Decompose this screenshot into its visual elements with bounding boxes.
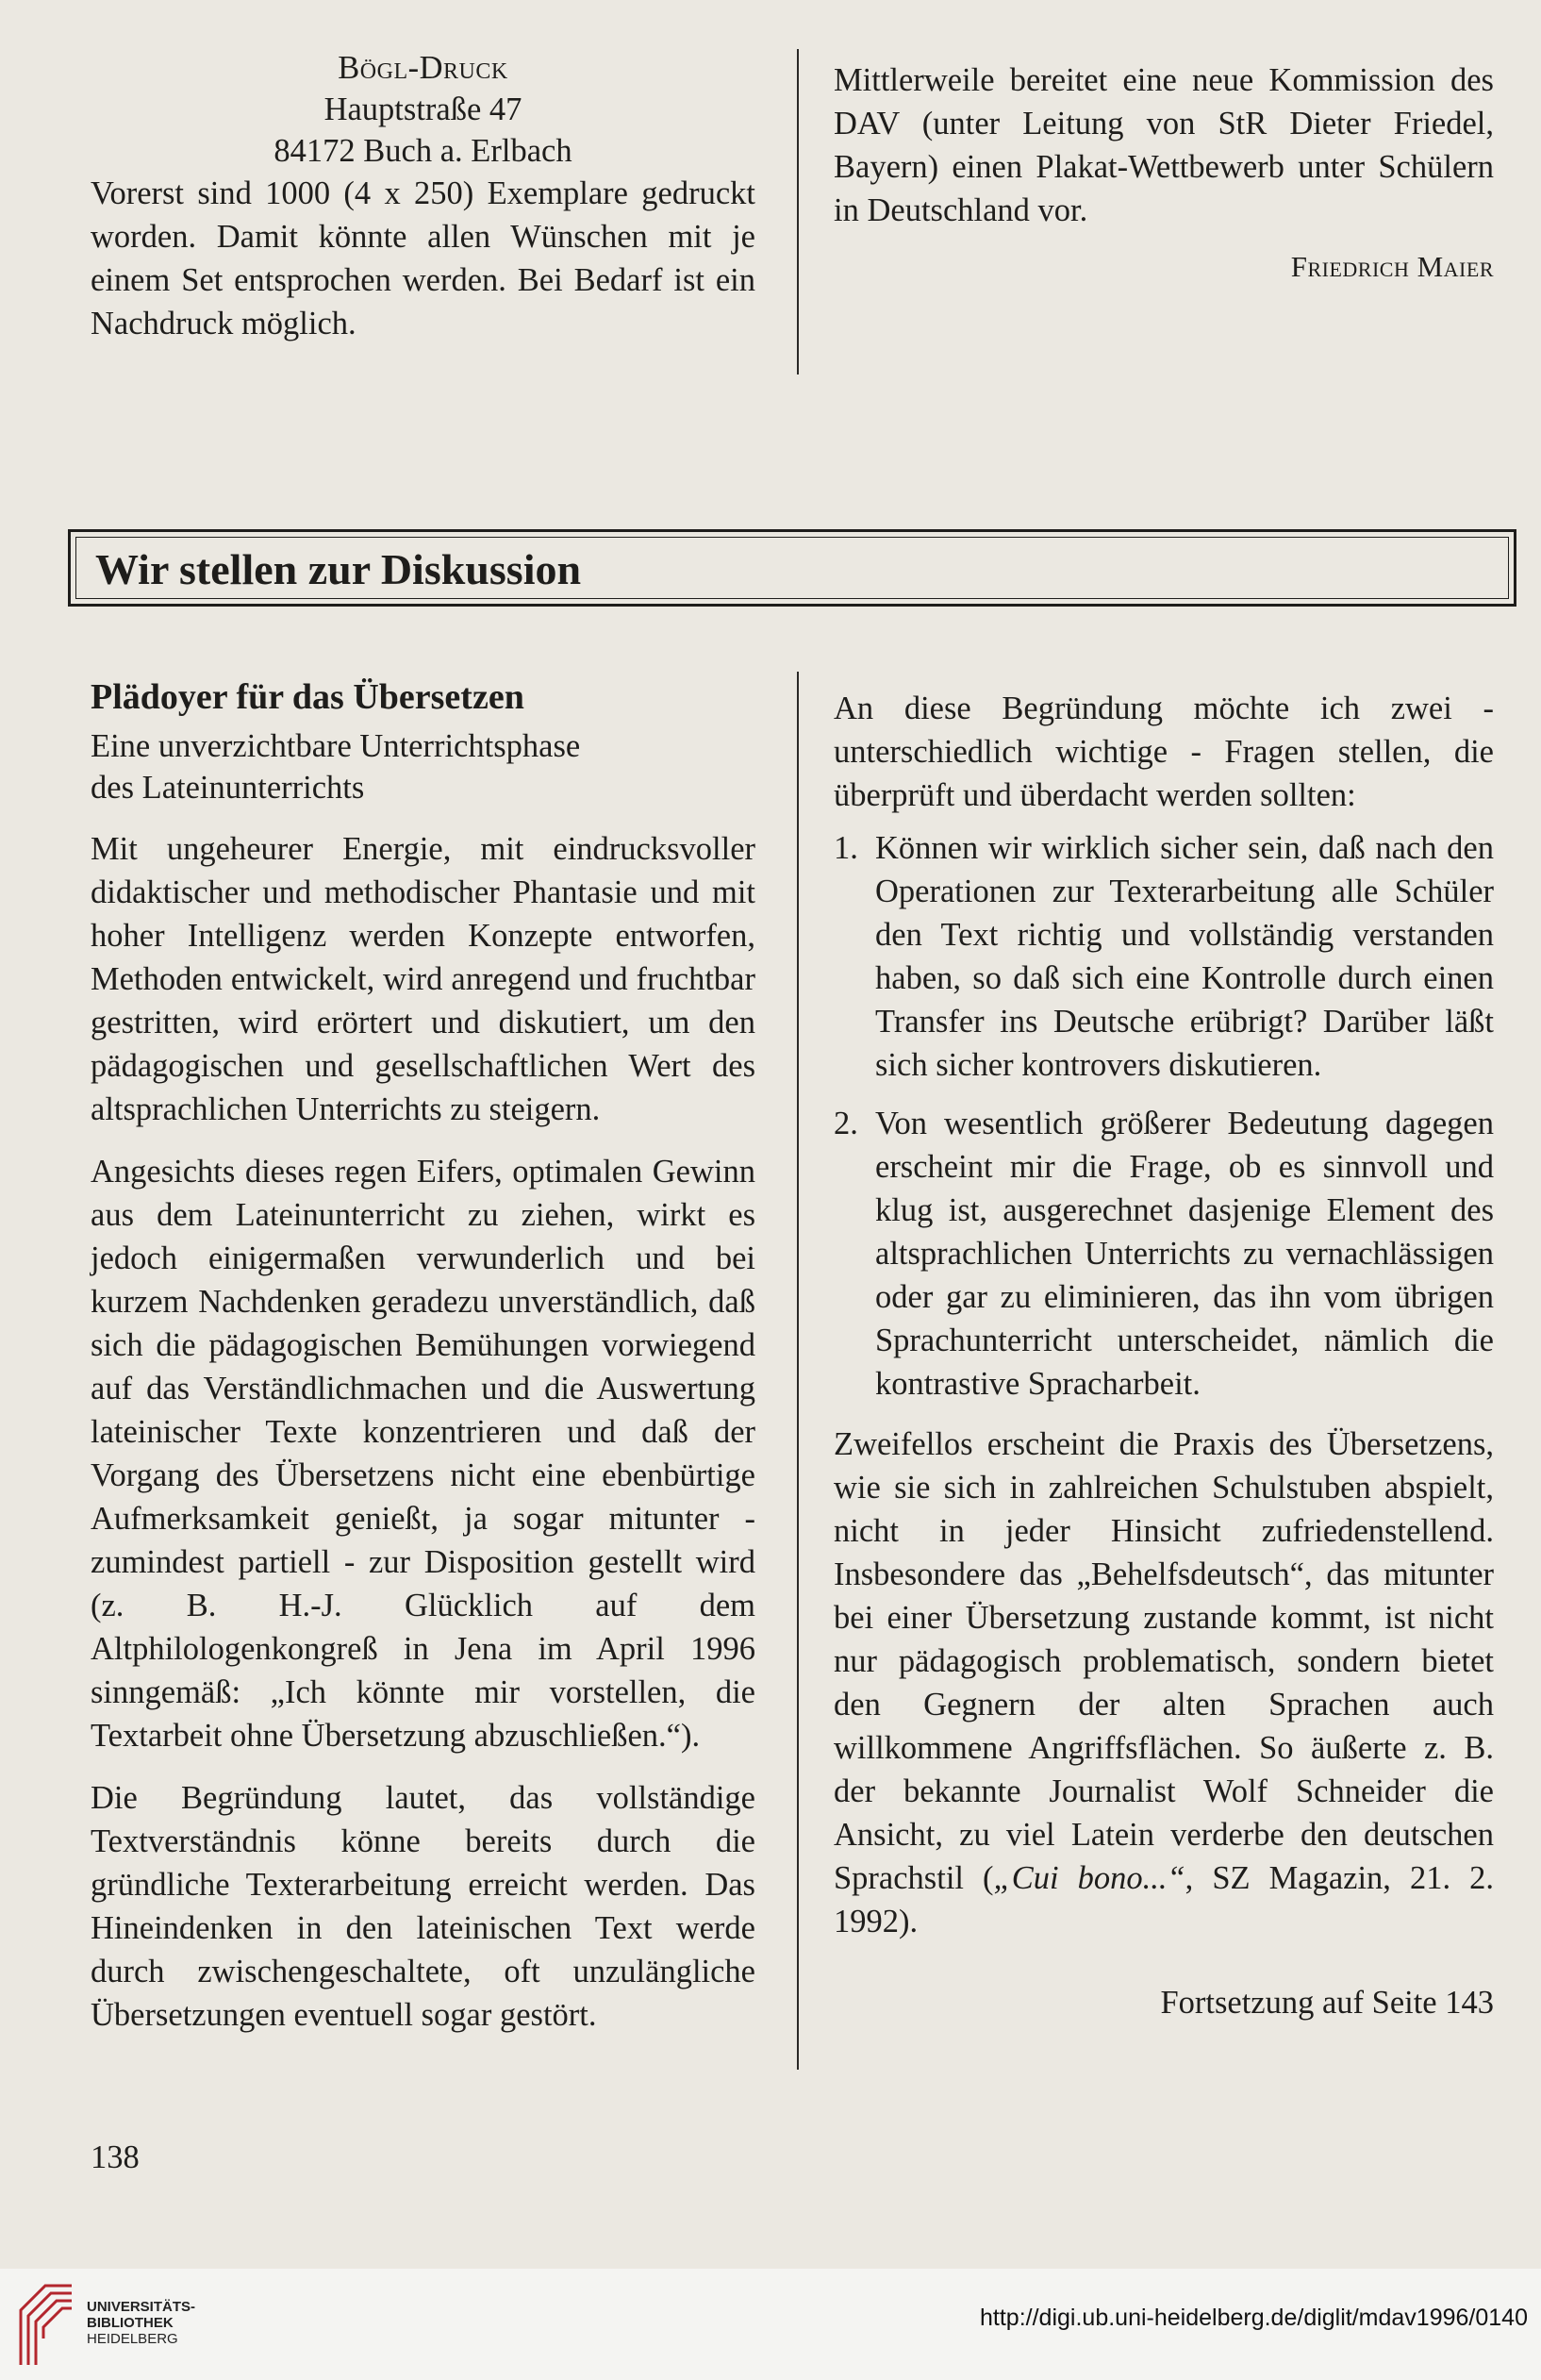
column-divider-top [797, 49, 799, 374]
library-name-line1: UNIVERSITÄTS- [87, 2299, 196, 2315]
citation-title: „Cui bono...“ [993, 1860, 1185, 1896]
list-item-text: Von wesentlich größerer Bedeutung dagegen erscheint mir die Frage, ob es sinnvoll und klug ist, ausgerechnet dasjenige Element des altsprachlichen Unterrichts zu vernachlässigen oder gar zu eliminieren, das ihn vom übrigen Sprachunterricht unterscheidet, nämlich die kontrastive Spracharbeit. [875, 1106, 1494, 1402]
article-subtitle-line1: Eine unverzichtbare Unterrichtsphase [91, 728, 581, 764]
article-subtitle-line2: des Lateinunterrichts [91, 770, 365, 806]
commission-paragraph: Mittlerweile bereitet eine neue Kommission des DAV (unter Leitung von StR Dieter Friedel, Bayern) einen Plakat-Wettbewerb unter Schülern in Deutschland vor. [834, 62, 1494, 228]
permalink-url[interactable]: http://digi.ub.uni-heidelberg.de/diglit/mdav1996/0140 [980, 2305, 1528, 2331]
list-item-number: 1. [834, 830, 858, 866]
page-number: 138 [91, 2139, 140, 2175]
print-run-paragraph: Vorerst sind 1000 (4 x 250) Exemplare gedruckt worden. Damit könnte allen Wünschen mit je einem Set entsprochen werden. Bei Bedarf ist ein Nachdruck möglich. [91, 175, 755, 341]
library-name [87, 2299, 195, 2347]
article-title: Plädoyer für das Übersetzen [91, 677, 524, 717]
library-footer [0, 2269, 1541, 2380]
author-signature: Friedrich Maier [1290, 250, 1494, 283]
questions-list [834, 826, 1494, 1406]
questions-intro: An diese Begründung möchte ich zwei - unterschiedlich wichtige - Fragen stellen, die überprüft und überdacht werden sollten: [834, 691, 1494, 813]
article-paragraph: Die Begründung lautet, das vollständige Textverständnis könne bereits durch die gründliche Texterarbeitung erreicht werden. Das Hineindenken in den lateinischen Text werde durch zwischengeschaltete, oft unzulängliche Übersetzungen eventuell sogar gestört. [91, 1780, 755, 2033]
list-item-text: Können wir wirklich sicher sein, daß nach den Operationen zur Texterarbeitung alle Schüler den Text richtig und vollständig verstanden haben, so daß sich eine Kontrolle durch einen Transfer ins Deutsche erübrigt? Darüber läßt sich sicher kontrovers diskutieren. [875, 830, 1494, 1083]
printer-street: Hauptstraße 47 [323, 92, 522, 127]
column-divider-article [797, 672, 799, 2070]
article-paragraph: Angesichts dieses regen Eifers, optimalen Gewinn aus dem Lateinunterricht zu ziehen, wirkt es jedoch einigermaßen verwunderlich und bei kurzem Nachdenken geradezu unverständlich, daß sich die pädagogischen Bemühungen vorwiegend auf das Verständlichmachen und die Auswertung lateinischer Texte konzentrieren und daß der Vorgang des Übersetzens nicht eine ebenbürtige Aufmerksamkeit genießt, ja sogar mitunter - zumindest partiell - zur Disposition gestellt wird (z. B. H.-J. Glücklich auf dem Altphilologenkongreß in Jena im April 1996 sinngemäß: „Ich könnte mir vorstellen, die Textarbeit ohne Übersetzung abzuschließen.“). [91, 1154, 755, 1754]
list-item [834, 826, 1494, 1087]
top-left-column [91, 47, 755, 345]
library-name-line3: HEIDELBERG [87, 2331, 178, 2347]
citation-source: , SZ Magazin, 21. 2. 1992). [834, 1860, 1494, 1939]
list-item-number: 2. [834, 1106, 858, 1141]
article-paragraph: Mit ungeheurer Energie, mit eindrucksvoller didaktischer und methodischer Phantasie und mit hoher Intelligenz werden Konzepte entworfen, Methoden entwickelt, wird anregend und fruchtbar gestritten, wird erörtert und diskutiert, um den pädagogischen und gesellschaftlichen Wert des altsprachlichen Unterrichts zu steigern. [91, 831, 755, 1127]
list-item [834, 1102, 1494, 1406]
university-library-logo-icon [17, 2282, 75, 2372]
section-banner-title: Wir stellen zur Diskussion [95, 545, 582, 593]
top-right-column [834, 58, 1494, 289]
printer-city: 84172 Buch a. Erlbach [273, 133, 572, 169]
printer-name: Bögl-Druck [338, 50, 508, 86]
section-banner [68, 529, 1516, 607]
continuation-note: Fortsetzung auf Seite 143 [1160, 1985, 1494, 2021]
library-name-line2: BIBLIOTHEK [87, 2315, 174, 2331]
practice-paragraph-main: Zweifellos erscheint die Praxis des Übersetzens, wie sie sich in zahlreichen Schulstuben abspielt, nicht in jeder Hinsicht zufriedenstellend. Insbesondere das „Behelfsdeutsch“, das mitunter bei einer Übersetzung zustande kommt, ist nicht nur pädagogisch problematisch, sondern bietet den Gegnern der alten Sprachen auch willkommene Angriffsflächen. So äußerte z. B. der bekannte Journalist Wolf Schneider die Ansicht, zu viel Latein verderbe den deutschen Sprachstil ( [834, 1426, 1494, 1896]
article-right-column [834, 687, 1494, 2024]
article-left-column [91, 674, 755, 2037]
practice-paragraph [834, 1423, 1494, 1943]
